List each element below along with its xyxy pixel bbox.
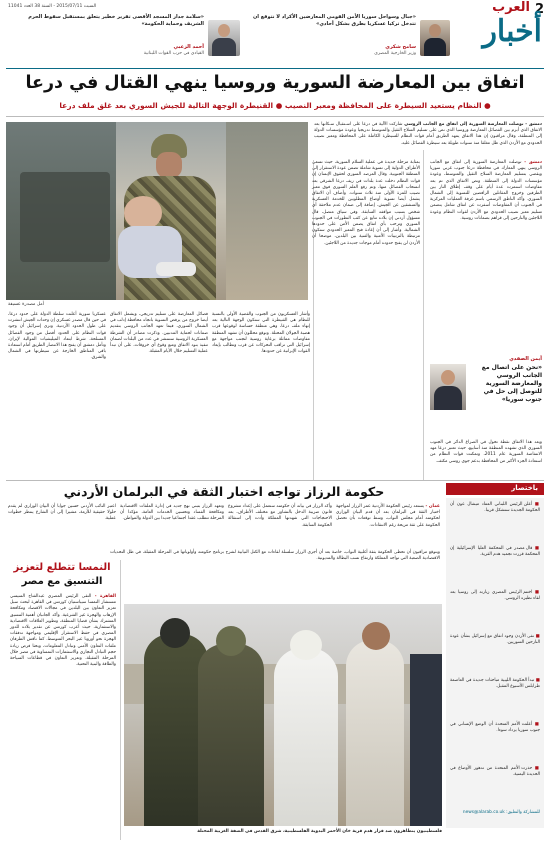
- bullet-icon: ■: [534, 678, 540, 683]
- quote-2-text: «سلامة جدار المسجد الأقصى تقرير خطير يتعلق بمستقبل سقوط الحرم الشريف وحماية الحكومة»: [28, 14, 204, 27]
- issue-line: السبت 2015/07/11 - السنة 38 العدد 11041: [8, 4, 97, 9]
- sidebar-quote-box: [430, 356, 542, 436]
- masthead: [0, 0, 550, 70]
- avatar: [420, 20, 450, 56]
- divider: [6, 480, 544, 481]
- brief-item: ■ تبدأ الحكومة الليبية مباحثات جديدة في العاصمة طرابلس الأسبوع المقبل.: [450, 678, 540, 690]
- egypt-body: القاهرة - التقى الرئيس المصري عبدالفتاح السيسي مستشار النمسا سيباستيان كورتس في القاهرة لبحث سبل تعزيز التعاون بين البلدين في مجالات الاقتصاد ومكافحة الإرهاب والهجرة غير الشرعية. وأكد الجانبان أهمية التنسيق المشترك بشأن قضايا المنطقة، وتطوير العلاقات الاقتصادية والاستثمارية، حيث أعرب كورتس عن تقدير بلاده للدور المصري في حفظ الاستقرار الإقليمي ومواجهة تدفقات الهجرة نحو أوروبا عبر البحر المتوسط. كما ناقش الطرفان ملفات التعاون الأمني وتبادل المعلومات، وبحثا فرص زيادة حجم التبادل التجاري والاستثمارات النمساوية في مصر خلال المرحلة المقبلة، وتعزيز التعاون في قطاعات السياحة والطاقة والبنية التحتية.: [10, 594, 117, 668]
- quote-2-name: أحمد الزعبي: [173, 44, 204, 50]
- second-column-5: ويتوقع مراقبون أن تحظى الحكومة بثقة أغلبية النواب، خاصة بعد أن أجرى الرزاز سلسلة لقاءات مع الكتل النيابية لشرح برنامج حكومته وأولوياتها في المرحلة المقبلة، في ظل التحديات الاقتصادية الصعبة التي تواجه المملكة وارتفاع نسب البطالة والمديونية.: [110, 550, 440, 562]
- second-column-3: وتعهد الرزاز بتبني نهج جديد في إدارة الملفات الاقتصادية ومكافحة الفساد وتحسين الخدمات العامة، مؤكدا أن المرحلة تتطلب عقدا اجتماعيا جديدا بين الدولة والمواطن.: [120, 504, 224, 522]
- bullet-icon: ■: [532, 546, 540, 551]
- article-column-1b: ويعد هذا الاتفاق نقطة تحول في الصراع الدائر في الجنوب السوري الذي تشهده المنطقة منذ أسابيع، حيث تعتبر درعا مهد الانتفاضة السورية عام 2011، وتمكنت قوات النظام من استعادة الجزء الأكبر من المحافظة بدعم جوي روسي مكثف.: [430, 440, 543, 464]
- egypt-box: [6, 560, 118, 838]
- bullet-icon: ■: [532, 766, 540, 771]
- briefs-column: [446, 498, 544, 828]
- second-column-2: وأكد الرزاز في بيانه أن حكومته ستعمل على إعداد مشروع قانون ضريبة الدخل بالتشاور مع مختلف الأطراف، بعد الاحتجاجات التي شهدتها المملكة وأدت إلى استقالة الحكومة السابقة.: [228, 504, 332, 528]
- avatar: [430, 364, 466, 410]
- protest-photo-caption: فلسطينيون يتظاهرون ضد قرار هدم قرية خان الأحمر البدوية الفلسطينية، شرق القدس في الضفة الغربية المحتلة: [197, 829, 442, 834]
- quote-1-text: «جبال وسواحل سوريا الأمن القومي المعارضين الأكراد لا نتوقع ان تتدخل تركيا عسكريا بطرق بشكل أحادي»: [253, 14, 416, 27]
- column-rule: [423, 150, 424, 480]
- brief-header: باختصار: [511, 484, 538, 492]
- photo-caption: أمل مصدرة عسيفة: [8, 302, 44, 307]
- column-rule: [120, 560, 121, 840]
- divider: [6, 68, 544, 69]
- avatar: [208, 20, 240, 56]
- main-headline: اتفاق بين المعارضة السورية وروسيا ينهي القتال في درعا: [25, 73, 525, 93]
- sidebar-name: أيمن الصفدي: [509, 356, 542, 362]
- main-photo: [6, 122, 308, 300]
- article-column-5: عسكريا سورية أعلنت سلطة الدولة على حدود درعا، في حين قال مصدر عسكري إن وحدات الجيش انتشرت على طول الحدود الأردنية. وترى إسرائيل أن وجود قوات النظام على الحدود أفضل من وجود الفصائل المسلحة، شرط ابتعاد الميليشيات الموالية لإيران. وتأمل دمشق أن يفتح هذا الانتصار الطريق أمام استعادة باقي المناطق الخارجة عن سيطرتها في الشمال والشرق.: [8, 312, 106, 361]
- brief-item: ■ حذرت الأمم المتحدة من تدهور الأوضاع في الحديدة اليمنية.: [450, 766, 540, 778]
- bullet-icon: ■: [534, 634, 540, 639]
- bullet-icon: ■: [532, 590, 540, 595]
- article-column-1: دمشق - توصلت المعارضة السورية إلى اتفاق مع الجانب الروسي ينهي المعارك في محافظة درعا جنوب غربي سوريا ويقضي بتسليم المعارضة السلاح الثقيل والمتوسط، وعودة مؤسسات الدولة إلى المنطقة. ونص الاتفاق الذي تم بعد مفاوضات استمرت عدة أيام على وقف إطلاق النار بين الطرفين وخروج المقاتلين الرافضين للتسوية إلى الشمال السوري. وأكد الناطق الرسمي باسم غرفة العمليات المركزية في الجنوب أن المفاوضات أسفرت عن اتفاق شامل يتضمن تسليم معبر نصيب الحدودي مع الأردن لقوات النظام وعودة اللاجئين والنازحين إلى قراهم بضمانات روسية.: [430, 160, 543, 221]
- bullet-icon: ■: [532, 722, 540, 727]
- quote-1-name: سامح شكري: [385, 44, 416, 50]
- article-column-3: وأشار العسكريون من الجنوب والقضية الأولى بالنسبة للنظام هي القنيطرة التي ستكون الوجهة التالية بعد إنهاء ملف درعا، وهي منطقة حساسة لوقوعها قرب هضبة الجولان المحتلة. وتوقع محللون أن تشهد المنطقة مفاوضات مماثلة برعاية روسية لتجنب مواجهة مع إسرائيل التي تراقب التحركات عن قرب وتطالب بإبعاد القوات الإيرانية عن حدودها.: [212, 312, 310, 355]
- article-column-4: فصائل المعارضة على تسليم تدريجي، ويشمل الاتفاق أيضا خروج من يرفض التسوية باتجاه محافظة إدلب في الشمال السوري، فيما تعهد الجانب الروسي بتقديم ضمانات لحماية المدنيين. وذكرت مصادر أن الشرطة العسكرية الروسية ستنتشر في عدد من البلدات لضمان تنفيذ بنود الاتفاق ومنع وقوع أي خروقات، على أن تبدأ عملية التسليم خلال الأيام المقبلة.: [110, 312, 208, 355]
- page-number: 2: [534, 2, 544, 17]
- brief-item: ■ قال مصدر في المحكمة العليا الإسرائيلية إن المحكمة قررت تجميد هدم القرية.: [450, 546, 540, 558]
- brief-item: ■ أعلن الرئيس اللبناني العماد ميشال عون أن الحكومة الجديدة ستشكل قريبا.: [450, 502, 541, 514]
- lede-bold: دمشق - توصلت المعارضة السورية إلى اتفاق مع الجانب الروسي: [404, 122, 542, 127]
- egypt-kicker: النمسا تتطلع لتعزيز: [13, 562, 111, 573]
- quote-2-role: القيادي في حزب القوات اللبنانية: [143, 51, 204, 56]
- sidebar-quote: «نحن على اتصال مع الجانب الروسي والمعارضة السورية للتوصل إلى حل في جنوب سوريا»: [481, 364, 542, 403]
- brand-logo: العرب: [492, 0, 530, 15]
- main-subhead: ● النظام يستعيد السيطرة على المحافظة ومعبر النصيب ● القنيطرة الوجهة التالية للجيش السوري بعد غلق ملف درعا: [59, 101, 491, 110]
- second-column-1: عمان - يستعد رئيس الحكومة الأردنية عمر الرزاز لمواجهة اختبار الثقة في البرلمان بعد أن قدم البيان الوزاري لحكومته أمام مجلس النواب، وسط توقعات بأن تحصل الحكومة على ثقة مريحة رغم الانتقادات.: [336, 504, 440, 528]
- brief-item: ■ أعلنت الأمم المتحدة أن الوضع الإنساني في جنوب سوريا يزداد سوءا.: [450, 722, 540, 734]
- divider: [6, 116, 544, 117]
- brief-item: ■ نفى الأردن وجود اتفاق مع إسرائيل بشأن عودة النازحين السوريين.: [450, 634, 540, 646]
- bullet-icon: ■: [532, 502, 541, 507]
- brief-header-bar: [446, 483, 544, 495]
- egypt-title: التنسيق مع مصر: [21, 576, 103, 587]
- article-column-2: بمثابة مرحلة جديدة في عملية السلام السورية، حيث تسعى الأطراف الدولية إلى تسوية شاملة تضمن عودة الاستقرار إلى المنطقة الجنوبية. وقال المرصد السوري لحقوق الإنسان إن قوات النظام دخلت عدة بلدات في ريف درعا الشرقي بعد انسحاب الفصائل منها، وتم رفع العلم السوري فوق معبر نصيب للمرة الأولى منذ ثلاث سنوات. وأضاف أن الاتفاق يشمل أيضا تسوية أوضاع المطلوبين للخدمة العسكرية والمنشقين عن الجيش، إضافة إلى ضمان عدم ملاحقة أي شخص بسبب مواقفه السابقة. وفي سياق متصل، قال مسؤول أردني إن بلاده تتابع عن كثب التطورات في الجنوب السوري وترحب بأي اتفاق يضمن الأمن على حدودها الشمالية. وأشار إلى أن إعادة فتح المعبر الحدودي ستكون مرتبطة بالترتيبات الأمنية والفنية بين البلدين، موضحا أن الأردن لن يفتح حدوده أمام موجات جديدة من اللاجئين.: [312, 160, 420, 246]
- quote-block-2: [15, 14, 240, 64]
- brief-footer[interactable]: للمشاركة والتعليق: news@alarab.co.uk: [462, 810, 540, 815]
- second-column-4: اعتبر النائب الأردني حسين جوابا أن البيان الوزاري لم يقدم حلولا حقيقية للأزمة، مشيرا إلى أن الشارع ينتظر خطوات عملية.: [8, 504, 116, 522]
- second-headline: حكومة الرزاز تواجه اختبار الثقة في البرلمان الأردني: [63, 484, 385, 499]
- brief-item: ■ اختتم الرئيس المصري زيارته إلى روسيا بعد لقاء نظيره الروسي.: [450, 590, 540, 602]
- article-lede: [314, 122, 542, 147]
- quote-1-role: وزير الخارجية المصري: [374, 51, 416, 56]
- section-title: أخبار: [482, 14, 542, 49]
- quote-block-1: [250, 14, 450, 64]
- lede-paragraph: دمشق - توصلت المعارضة السورية إلى اتفاق مع الجانب الروسي شاركت الآلية في درعا على اسـتقبال سـكانها بعد الاتفاق الذي أبرم بين الفصائل المعارضة وروسيا الذي نص على تسليم السلاح الثقيل والمتوسط تدريجيا وعودة مؤسسات الدولة إلى المنطقة، وقال مراقبون إن هذا الاتفاق يمهد الطريق أمام قوات النظام للسيطرة الكاملة على المحافظة ومعبر نصيب الحدودي مع الأردن الذي ظل مغلقا منذ سنوات طويلة بعد سيطرة الفصائل عليه.: [314, 122, 542, 146]
- protest-photo: [124, 604, 442, 826]
